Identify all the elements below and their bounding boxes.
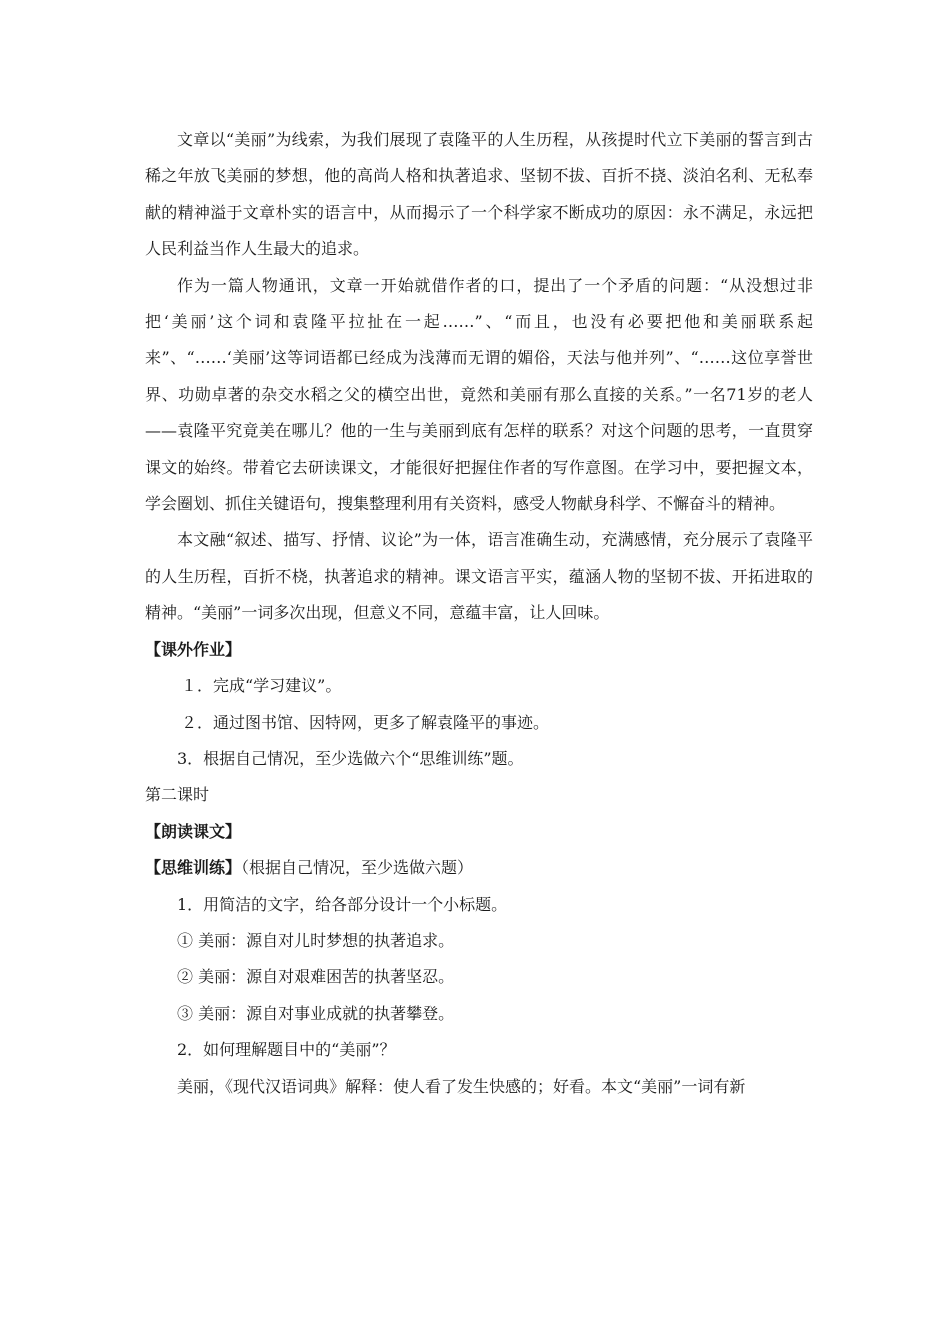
lesson-2-title: 第二课时 bbox=[145, 785, 210, 805]
paragraph-theme: 文章以“美丽”为线索，为我们展现了袁隆平的人生历程，从孩提时代立下美丽的誓言到古稀之年放飞美丽的梦想，他的高尚人格和执著追求、坚韧不拔、百折不挠、淡泊名利、无私奉献的精神溢于文章朴实的语言中，从而揭示了一个科学家不断成功的原因：永不满足，永远把人民利益当作人生最大的追求。 bbox=[145, 130, 813, 259]
homework-item-2: ２．通过图书馆、因特网，更多了解袁隆平的事迹。 bbox=[181, 712, 550, 732]
question-2: 2．如何理解题目中的“美丽”？ bbox=[177, 1040, 396, 1060]
homework-item-1: １．完成“学习建议”。 bbox=[181, 676, 342, 696]
homework-item-3: 3．根据自己情况，至少选做六个“思维训练”题。 bbox=[177, 748, 524, 768]
paragraph-language: 本文融“叙述、描写、抒情、议论”为一体，语言准确生动，充满感情，充分展示了袁隆平的人生历程，百折不桡，执著追求的精神。课文语言平实，蕴涵人物的坚韧不拔、开拓进取的精神。“美丽”一词多次出现，但意义不同，意蕴丰富，让人回味。 bbox=[145, 530, 813, 623]
document-page bbox=[145, 122, 813, 1105]
homework-heading: 【课外作业】 bbox=[145, 639, 242, 659]
question-1: 1．用简洁的文字，给各部分设计一个小标题。 bbox=[177, 894, 508, 914]
answer-2: ② 美丽：源自对艰难困苦的执著坚忍。 bbox=[177, 967, 455, 987]
thinking-heading-line bbox=[145, 850, 813, 886]
thinking-note: （根据自己情况，至少选做六题） bbox=[241, 858, 474, 878]
reading-heading: 【朗读课文】 bbox=[145, 821, 242, 841]
paragraph-structure: 作为一篇人物通讯，文章一开始就借作者的口，提出了一个矛盾的问题：“从没想过非把‘美丽’这个词和袁隆平拉扯在一起……”、“而且，也没有必要把他和美丽联系起来”、“……‘美丽’这等词语都已经成为浅薄而无谓的媚俗，天法与他并列”、“……这位享誉世界、功勋卓著的杂交水稻之父的横空出世，竟然和美丽有那么直接的关系。”一名71岁的老人——袁隆平究竟美在哪儿？他的一生与美丽到底有怎样的联系？对这个问题的思考，一直贯穿课文的始终。带着它去研读课文，才能很好把握住作者的写作意图。在学习中，要把握文本，学会圈划、抓住关键语句，搜集整理利用有关资料，感受人物献身科学、不懈奋斗的精神。 bbox=[145, 275, 813, 514]
answer-3: ③ 美丽：源自对事业成就的执著攀登。 bbox=[177, 1003, 455, 1023]
answer-1: ① 美丽：源自对儿时梦想的执著追求。 bbox=[177, 930, 455, 950]
question-2-answer: 美丽，《现代汉语词典》解释：使人看了发生快感的；好看。本文“美丽”一词有新 bbox=[177, 1076, 746, 1096]
thinking-heading: 【思维训练】 bbox=[145, 858, 242, 878]
